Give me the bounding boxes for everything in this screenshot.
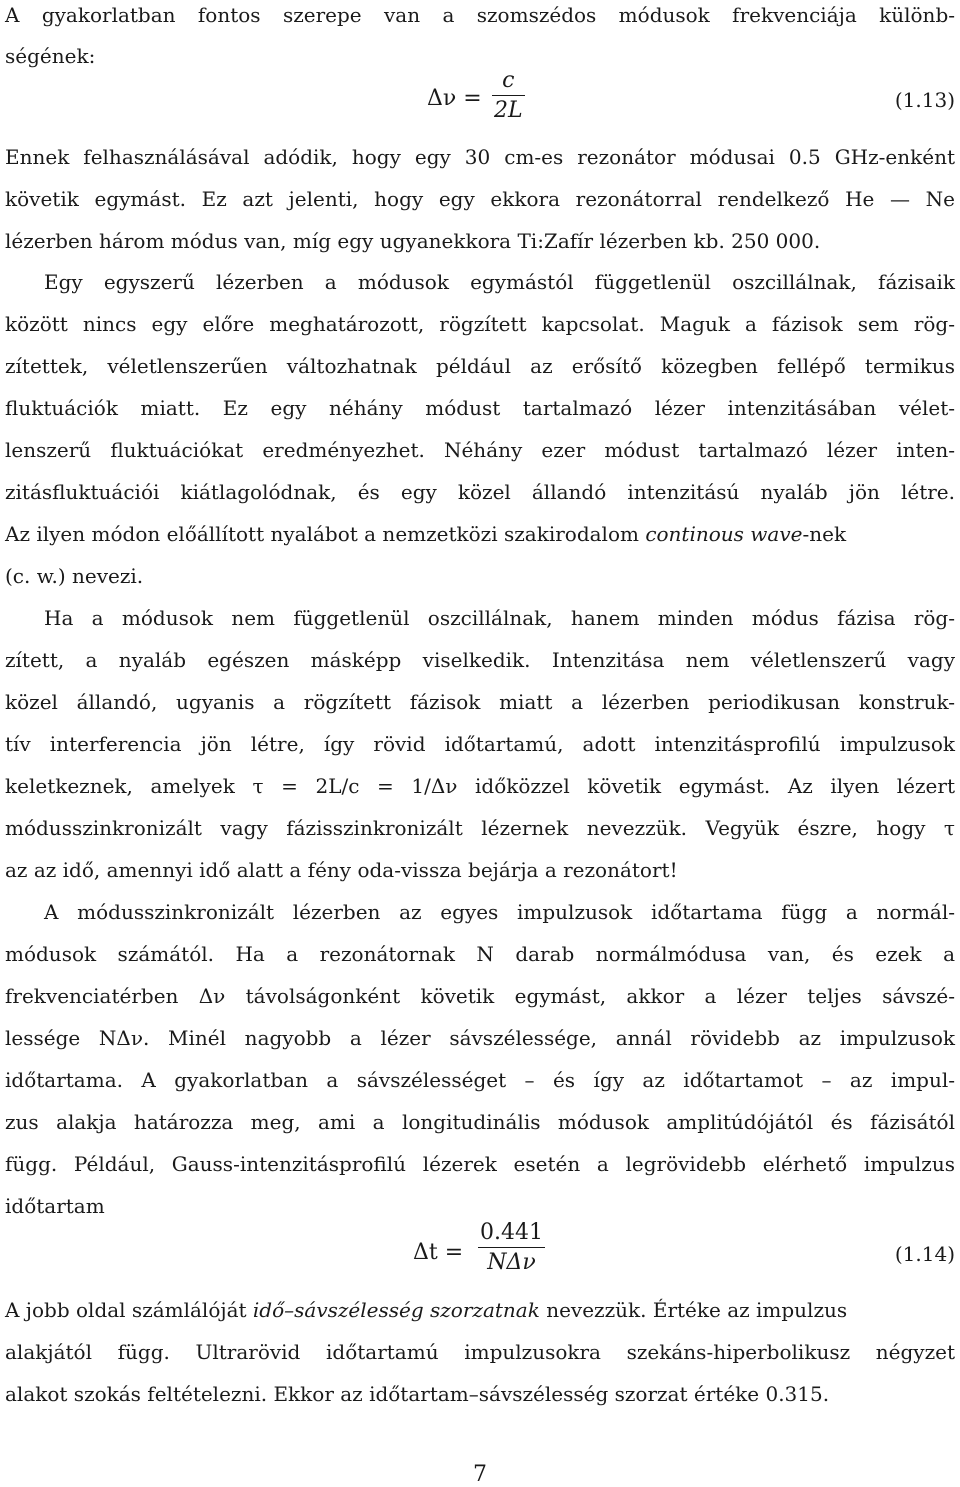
italic-term: continous wave <box>645 522 803 546</box>
equation-1-14 <box>0 1218 960 1288</box>
text-line: A gyakorlatban fontos szerepe van a szomszédos módusok frekvenciája különb- <box>5 3 955 27</box>
text-line: követik egymást. Ez azt jelenti, hogy egy ekkora rezonátorral rendelkező He — Ne <box>5 187 955 211</box>
text-line: az az idő, amennyi idő alatt a fény oda-vissza bejárja a rezonátort! <box>5 858 678 882</box>
text-span: -nek <box>802 522 847 546</box>
fraction-denominator: 2L <box>494 98 523 123</box>
text-line: időtartama. A gyakorlatban a sávszélességet – és így az időtartamot – az impul- <box>5 1068 955 1092</box>
text-line: alakjától függ. Ultrarövid időtartamú impulzusokra szekáns-hiperbolikusz négyzet <box>5 1340 955 1364</box>
text-line: zus alakja határozza meg, ami a longitudinális módusok amplitúdójától és fázisától <box>5 1110 955 1134</box>
text-line: zítettek, véletlenszerűen változhatnak például az erősítő közegben fellépő termikus <box>5 354 955 378</box>
equation-number: (1.13) <box>894 88 955 112</box>
fraction-bar <box>478 1247 545 1248</box>
text-line: időtartam <box>5 1194 105 1218</box>
text-line: (c. w.) nevezi. <box>5 564 144 588</box>
text-line: fluktuációk miatt. Ez egy néhány módust tartalmazó lézer intenzitásában vélet- <box>5 396 955 420</box>
text-line: lenszerű fluktuációkat eredményezhet. Néhány ezer módust tartalmazó lézer inten- <box>5 438 955 462</box>
text-line: lézerben három módus van, míg egy ugyanekkora Ti:Zafír lézerben kb. 250 000. <box>5 229 821 253</box>
text-line: között nincs egy előre meghatározott, rögzített kapcsolat. Maguk a fázisok sem rög- <box>5 312 955 336</box>
equation-fraction <box>478 1220 545 1275</box>
text-line: alakot szokás feltételezni. Ekkor az időtartam–sávszélesség szorzat értéke 0.315. <box>5 1382 830 1406</box>
fraction-numerator: c <box>502 68 515 93</box>
equation-fraction <box>492 68 525 123</box>
text-line: zített, a nyaláb egészen másképp viselkedik. Intenzitása nem véletlenszerű vagy <box>5 648 955 672</box>
equation-1-13 <box>0 64 960 134</box>
text-line: tív interferencia jön létre, így rövid időtartamú, adott intenzitásprofilú impulzusok <box>5 732 955 756</box>
text-line: módusszinkronizált vagy fázisszinkronizált lézernek nevezzük. Vegyük észre, hogy τ <box>5 816 955 840</box>
text-span: A jobb oldal számlálóját <box>5 1298 253 1322</box>
text-line: közel állandó, ugyanis a rögzített fázisok miatt a lézerben periodikusan konstruk- <box>5 690 955 714</box>
text-line <box>5 521 955 547</box>
page-number: 7 <box>473 1462 487 1487</box>
italic-term: idő–sávszélesség szorzatnak <box>252 1298 540 1322</box>
text-line <box>5 1297 955 1323</box>
text-line: Ha a módusok nem függetlenül oszcillálnak, hanem minden módus fázisa rög- <box>44 606 955 630</box>
text-line: Ennek felhasználásával adódik, hogy egy 30 cm-es rezonátor módusai 0.5 GHz-enként <box>5 145 955 169</box>
equation-number: (1.14) <box>894 1242 955 1266</box>
text-span: Az ilyen módon előállított nyalábot a nemzetközi szakirodalom <box>5 522 646 546</box>
fraction-numerator: 0.441 <box>480 1220 543 1245</box>
text-line: módusok számától. Ha a rezonátornak N darab normálmódusa van, és ezek a <box>5 942 955 966</box>
fraction-denominator: NΔν <box>487 1250 536 1275</box>
text-line: lessége NΔν. Minél nagyobb a lézer sávszélessége, annál rövidebb az impulzusok <box>5 1026 955 1050</box>
fraction-bar <box>492 95 525 96</box>
text-line: ségének: <box>5 44 96 68</box>
text-line: Egy egyszerű lézerben a módusok egymástól függetlenül oszcillálnak, fázisaik <box>44 270 955 294</box>
text-line: zitásfluktuációi kiátlagolódnak, és egy közel állandó intenzitású nyaláb jön létre. <box>5 480 955 504</box>
text-line: keletkeznek, amelyek τ = 2L/c = 1/Δν időközzel követik egymást. Az ilyen lézert <box>5 774 955 798</box>
text-line: függ. Például, Gauss-intenzitásprofilú lézerek esetén a legrövidebb elérhető impulzus <box>5 1152 955 1176</box>
text-line: A módusszinkronizált lézerben az egyes impulzusok időtartama függ a normál- <box>44 900 955 924</box>
text-line: frekvenciatérben Δν távolságonként követik egymást, akkor a lézer teljes sávszé- <box>5 984 955 1008</box>
equation-lhs: Δt = <box>413 1240 464 1265</box>
equation-lhs: Δν = <box>427 86 482 111</box>
text-span: nevezzük. Értéke az impulzus <box>539 1298 848 1322</box>
